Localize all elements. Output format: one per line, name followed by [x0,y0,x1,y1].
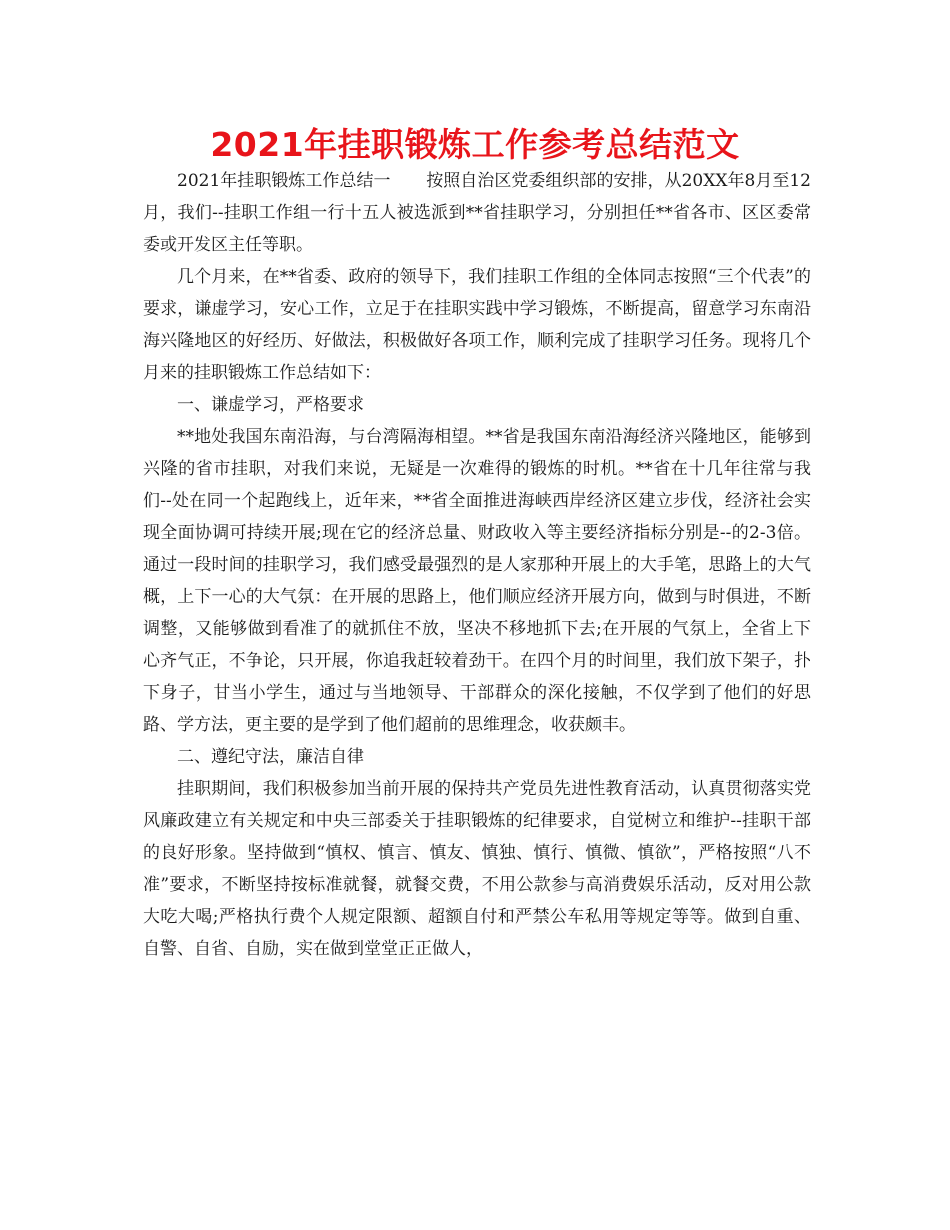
paragraph: 挂职期间，我们积极参加当前开展的保持共产党员先进性教育活动，认真贯彻落实党风廉政建立有关规定和中央三部委关于挂职锻炼的纪律要求，自觉树立和维护--挂职干部的良好形象。坚持做到“慎权、慎言、慎友、慎独、慎行、慎微、慎欲”，严格按照“八不准”要求，不断坚持按标准就餐，就餐交费，不用公款参与高消费娱乐活动，反对用公款大吃大喝;严格执行费个人规定限额、超额自付和严禁公车私用等规定等等。做到自重、自警、自省、自励，实在做到堂堂正正做人， [143,779,811,959]
intro-label: 2021年挂职锻炼工作总结一 [177,171,391,191]
document-title: 2021年挂职锻炼工作参考总结范文 [210,125,740,164]
paragraph: 几个月来，在**省委、政府的领导下，我们挂职工作组的全体同志按照“三个代表”的要求，谦虚学习，安心工作，立足于在挂职实践中学习锻炼，不断提高，留意学习东南沿海兴隆地区的好经历、好做法，积极做好各项工作，顺利完成了挂职学习任务。现将几个月来的挂职锻炼工作总结如下： [143,267,811,383]
paragraph: **地处我国东南沿海，与台湾隔海相望。**省是我国东南沿海经济兴隆地区，能够到兴隆的省市挂职，对我们来说，无疑是一次难得的锻炼的时机。**省在十几年往常与我们--处在同一个起跑线上，近年来，**省全面推进海峡西岸经济区建立步伐，经济社会实现全面协调可持续开展;现在它的经济总量、财政收入等主要经济指标分别是--的2-3倍。通过一段时间的挂职学习，我们感受最强烈的是人家那种开展上的大手笔，思路上的大气概，上下一心的大气氛：在开展的思路上，他们顺应经济开展方向，做到与时俱进，不断调整，又能够做到看准了的就抓住不放，坚决不移地抓下去;在开展的气氛上，全省上下心齐气正，不争论，只开展，你追我赶较着劲干。在四个月的时间里，我们放下架子，扑下身子，甘当小学生，通过与当地领导、干部群众的深化接触，不仅学到了他们的好思路、学方法，更主要的是学到了他们超前的思维理念，收获颇丰。 [143,427,811,735]
paragraph-intro [143,165,811,261]
paragraph-text: 按照自治区党委组织部的安排，从20XX年8月至12月，我们--挂职工作组一行十五人被选派到**省挂职学习，分别担任**省各市、区区委常委或开发区主任等职。 [143,171,811,255]
section-heading: 一、谦虚学习，严格要求 [177,395,364,415]
document-body [143,165,811,965]
section-heading: 二、遵纪守法，廉洁自律 [177,747,364,767]
